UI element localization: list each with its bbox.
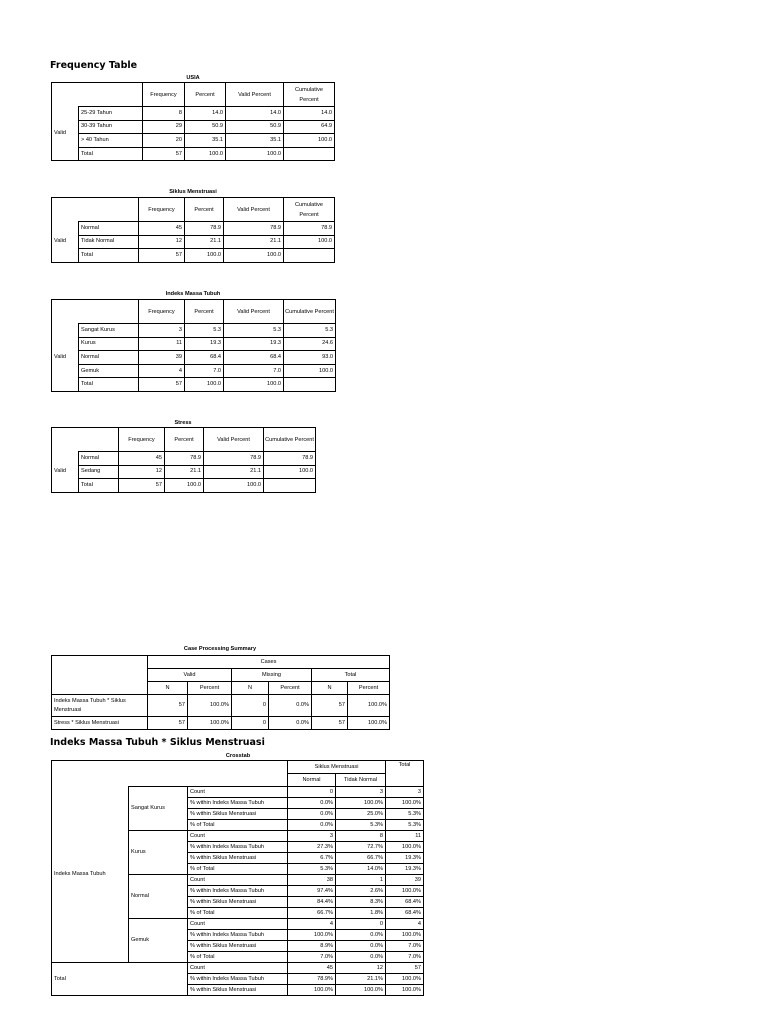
cps-cell: 57 (312, 717, 348, 730)
value-cell: 35.1 (226, 134, 284, 148)
row-label: 25-29 Tahun (79, 107, 143, 121)
freq-col-header: Frequency (143, 83, 185, 107)
header-blank (52, 83, 143, 107)
value-cell: 39 (139, 351, 185, 365)
crosstab-cell: 78.9% (288, 974, 336, 985)
value-cell: 68.4 (224, 351, 284, 365)
crosstab-cell: 38 (288, 875, 336, 886)
value-cell: 21.1 (165, 465, 204, 479)
value-cell: 21.1 (185, 235, 224, 249)
crosstab-cell: 7.0% (386, 941, 424, 952)
crosstab-total-col: Total (386, 761, 424, 787)
stat-label: Count (188, 875, 288, 886)
value-cell: 78.9 (224, 222, 284, 236)
value-cell (284, 249, 335, 263)
value-cell: 3 (139, 324, 185, 338)
stat-label: Count (188, 963, 288, 974)
crosstab-cell: 0.0% (336, 952, 386, 963)
value-cell: 45 (139, 222, 185, 236)
value-cell: 78.9 (185, 222, 224, 236)
value-cell: 14.0 (226, 107, 284, 121)
crosstab-cell: 0.0% (288, 809, 336, 820)
value-cell: 8 (143, 107, 185, 121)
crosstab-cell: 66.7% (336, 853, 386, 864)
value-cell: 29 (143, 120, 185, 134)
value-cell: 7.0 (185, 364, 224, 378)
freq-col-header: Percent (185, 83, 226, 107)
value-cell: 78.9 (284, 222, 335, 236)
value-cell: 93.0 (284, 351, 336, 365)
cps-cell: 0 (232, 695, 269, 717)
value-cell: 5.3 (284, 324, 336, 338)
freq-col-header: Cumulative Percent (284, 198, 335, 222)
total-row-label: Total (52, 963, 188, 996)
header-blank (52, 300, 139, 324)
crosstab-cell: 0 (336, 919, 386, 930)
row-label: Total (79, 147, 143, 161)
header-blank (52, 428, 119, 452)
cps-total-header: Total (312, 669, 390, 682)
cps-percent-header: Percent (269, 682, 312, 695)
stat-label: % within Siklus Menstruasi (188, 897, 288, 908)
freq-col-header: Cumulative Percent (284, 300, 336, 324)
crosstab-cell: 3 (288, 831, 336, 842)
freq-col-header: Frequency (139, 300, 185, 324)
stat-label: % within Indeks Massa Tubuh (188, 930, 288, 941)
valid-label: Valid (52, 222, 79, 263)
value-cell: 21.1 (224, 235, 284, 249)
freq-col-header: Cumulative Percent (264, 428, 316, 452)
stat-label: Count (188, 919, 288, 930)
row-label: Gemuk (79, 364, 139, 378)
group-label: Gemuk (129, 919, 188, 963)
crosstab-cell: 0.0% (288, 820, 336, 831)
value-cell: 78.9 (165, 452, 204, 466)
crosstab-cell: 0.0% (336, 941, 386, 952)
crosstab-cell: 100.0% (288, 930, 336, 941)
crosstab-cell: 1 (336, 875, 386, 886)
cps-cell: 0 (232, 717, 269, 730)
value-cell (264, 479, 316, 493)
imt-table (51, 299, 336, 392)
row-label: Total (79, 249, 139, 263)
value-cell: 100.0 (185, 147, 226, 161)
row-label: Kurus (79, 337, 139, 351)
crosstab-cell: 100.0% (386, 842, 424, 853)
cps-cell: 57 (148, 695, 188, 717)
crosstab-title: Indeks Massa Tubuh * Siklus Menstruasi (50, 737, 265, 748)
crosstab-cell: 68.4% (386, 908, 424, 919)
group-label: Sangat Kurus (129, 787, 188, 831)
crosstab-cell: 100.0% (288, 985, 336, 996)
value-cell: 19.3 (224, 337, 284, 351)
value-cell: 45 (119, 452, 165, 466)
crosstab-cell: 72.7% (336, 842, 386, 853)
cps-percent-header: Percent (348, 682, 390, 695)
crosstab-col-group: Siklus Menstruasi (288, 761, 386, 774)
usia-table (51, 82, 335, 161)
value-cell: 12 (139, 235, 185, 249)
value-cell: 100.0 (284, 134, 335, 148)
value-cell: 78.9 (264, 452, 316, 466)
crosstab-cell: 0.0% (288, 798, 336, 809)
value-cell: 57 (143, 147, 185, 161)
value-cell: 100.0 (185, 378, 224, 392)
crosstab-cell: 100.0% (336, 798, 386, 809)
usia-caption: USIA (186, 75, 200, 81)
cps-row-label: Indeks Massa Tubuh * Siklus Menstruasi (52, 695, 148, 717)
crosstab-cell: 19.3% (386, 853, 424, 864)
stat-label: Count (188, 831, 288, 842)
value-cell: 20 (143, 134, 185, 148)
crosstab-cell: 11 (386, 831, 424, 842)
crosstab-cell: 45 (288, 963, 336, 974)
crosstab-cell: 7.0% (288, 952, 336, 963)
crosstab-cell: 2.6% (336, 886, 386, 897)
value-cell: 78.9 (204, 452, 264, 466)
value-cell: 100.0 (284, 235, 335, 249)
row-variable-label: Indeks Massa Tubuh (52, 787, 129, 963)
crosstab-cell: 25.0% (336, 809, 386, 820)
row-label: > 40 Tahun (79, 134, 143, 148)
crosstab-cell: 3 (386, 787, 424, 798)
crosstab-cell: 21.1% (336, 974, 386, 985)
value-cell: 100.0 (185, 249, 224, 263)
crosstab-table (51, 760, 424, 996)
crosstab-cell: 97.4% (288, 886, 336, 897)
value-cell: 11 (139, 337, 185, 351)
cps-table (51, 655, 390, 730)
crosstab-cell: 3 (336, 787, 386, 798)
row-label: Normal (79, 351, 139, 365)
value-cell: 64.9 (284, 120, 335, 134)
value-cell: 100.0 (165, 479, 204, 493)
stat-label: % within Siklus Menstruasi (188, 809, 288, 820)
imt-caption: Indeks Massa Tubuh (165, 291, 221, 297)
crosstab-cell: 8 (336, 831, 386, 842)
crosstab-cell: 5.3% (336, 820, 386, 831)
valid-label: Valid (52, 324, 79, 392)
value-cell: 5.3 (224, 324, 284, 338)
value-cell: 7.0 (224, 364, 284, 378)
freq-col-header: Valid Percent (224, 198, 284, 222)
valid-label: Valid (52, 107, 79, 161)
header-blank (52, 198, 139, 222)
stress-caption: Stress (174, 420, 192, 426)
freq-col-header: Frequency (139, 198, 185, 222)
value-cell: 5.3 (185, 324, 224, 338)
crosstab-cell: 4 (386, 919, 424, 930)
value-cell: 100.0 (204, 479, 264, 493)
value-cell: 68.4 (185, 351, 224, 365)
cps-cases-header: Cases (148, 656, 390, 669)
cps-missing-header: Missing (232, 669, 312, 682)
crosstab-cell: 100.0% (386, 886, 424, 897)
cps-n-header: N (148, 682, 188, 695)
value-cell: 19.3 (185, 337, 224, 351)
stat-label: Count (188, 787, 288, 798)
crosstab-cell: 19.3% (386, 864, 424, 875)
row-label: Total (79, 479, 119, 493)
row-label: Sedang (79, 465, 119, 479)
value-cell: 100.0 (224, 378, 284, 392)
crosstab-cell: 0.0% (336, 930, 386, 941)
section-title: Frequency Table (50, 60, 138, 71)
crosstab-cell: 100.0% (386, 930, 424, 941)
stat-label: % within Siklus Menstruasi (188, 985, 288, 996)
cps-row-label: Stress * Siklus Menstruasi (52, 717, 148, 730)
crosstab-cell: 6.7% (288, 853, 336, 864)
crosstab-cell: 4 (288, 919, 336, 930)
crosstab-cell: 1.8% (336, 908, 386, 919)
crosstab-col-tidak-normal: Tidak Normal (336, 774, 386, 787)
crosstab-cell: 66.7% (288, 908, 336, 919)
stat-label: % of Total (188, 908, 288, 919)
row-label: Tidak Normal (79, 235, 139, 249)
crosstab-cell: 5.3% (386, 820, 424, 831)
crosstab-cell: 14.0% (336, 864, 386, 875)
crosstab-cell: 84.4% (288, 897, 336, 908)
stat-label: % within Indeks Massa Tubuh (188, 842, 288, 853)
cps-valid-header: Valid (148, 669, 232, 682)
group-label: Normal (129, 875, 188, 919)
freq-col-header: Valid Percent (204, 428, 264, 452)
row-label: Normal (79, 222, 139, 236)
siklus-table (51, 197, 335, 263)
value-cell: 35.1 (185, 134, 226, 148)
valid-label: Valid (52, 452, 79, 493)
cps-cell: 57 (312, 695, 348, 717)
crosstab-cell: 5.3% (288, 864, 336, 875)
crosstab-cell: 39 (386, 875, 424, 886)
crosstab-cell: 100.0% (386, 985, 424, 996)
crosstab-cell: 100.0% (336, 985, 386, 996)
value-cell: 100.0 (284, 364, 336, 378)
value-cell: 57 (119, 479, 165, 493)
cps-cell: 0.0% (269, 717, 312, 730)
cps-percent-header: Percent (188, 682, 232, 695)
stat-label: % of Total (188, 864, 288, 875)
crosstab-cell: 68.4% (386, 897, 424, 908)
row-label: Normal (79, 452, 119, 466)
freq-col-header: Percent (165, 428, 204, 452)
crosstab-cell: 5.3% (386, 809, 424, 820)
freq-col-header: Valid Percent (224, 300, 284, 324)
freq-col-header: Percent (185, 300, 224, 324)
value-cell: 24.6 (284, 337, 336, 351)
freq-col-header: Valid Percent (226, 83, 284, 107)
crosstab-cell: 7.0% (386, 952, 424, 963)
value-cell (284, 147, 335, 161)
crosstab-cell: 8.9% (288, 941, 336, 952)
group-label: Kurus (129, 831, 188, 875)
crosstab-cell: 12 (336, 963, 386, 974)
value-cell: 12 (119, 465, 165, 479)
crosstab-cell: 100.0% (386, 974, 424, 985)
stat-label: % within Siklus Menstruasi (188, 853, 288, 864)
cps-cell: 100.0% (348, 717, 390, 730)
crosstab-cell: 8.3% (336, 897, 386, 908)
cps-cell: 100.0% (348, 695, 390, 717)
stat-label: % within Siklus Menstruasi (188, 941, 288, 952)
crosstab-caption: Crosstab (225, 753, 251, 759)
cps-n-header: N (312, 682, 348, 695)
cps-n-header: N (232, 682, 269, 695)
value-cell: 21.1 (204, 465, 264, 479)
cps-caption: Case Processing Summary (183, 646, 257, 652)
stat-label: % within Indeks Massa Tubuh (188, 886, 288, 897)
cps-cell: 100.0% (188, 695, 232, 717)
siklus-caption: Siklus Menstruasi (169, 189, 217, 195)
stat-label: % within Indeks Massa Tubuh (188, 974, 288, 985)
row-label: Sangat Kurus (79, 324, 139, 338)
cps-cell: 100.0% (188, 717, 232, 730)
crosstab-cell: 100.0% (386, 798, 424, 809)
value-cell: 50.9 (185, 120, 226, 134)
cps-cell: 57 (148, 717, 188, 730)
value-cell: 57 (139, 378, 185, 392)
value-cell: 4 (139, 364, 185, 378)
stat-label: % of Total (188, 952, 288, 963)
freq-col-header: Percent (185, 198, 224, 222)
freq-col-header: Frequency (119, 428, 165, 452)
value-cell (284, 378, 336, 392)
stat-label: % within Indeks Massa Tubuh (188, 798, 288, 809)
value-cell: 14.0 (185, 107, 226, 121)
value-cell: 100.0 (226, 147, 284, 161)
crosstab-cell: 0 (288, 787, 336, 798)
stat-label: % of Total (188, 820, 288, 831)
crosstab-col-normal: Normal (288, 774, 336, 787)
stress-table (51, 427, 316, 493)
value-cell: 50.9 (226, 120, 284, 134)
value-cell: 100.0 (264, 465, 316, 479)
value-cell: 100.0 (224, 249, 284, 263)
crosstab-cell: 27.3% (288, 842, 336, 853)
cps-cell: 0.0% (269, 695, 312, 717)
value-cell: 14.0 (284, 107, 335, 121)
row-label: Total (79, 378, 139, 392)
crosstab-cell: 57 (386, 963, 424, 974)
freq-col-header: Cumulative Percent (284, 83, 335, 107)
value-cell: 57 (139, 249, 185, 263)
row-label: 30-39 Tahun (79, 120, 143, 134)
